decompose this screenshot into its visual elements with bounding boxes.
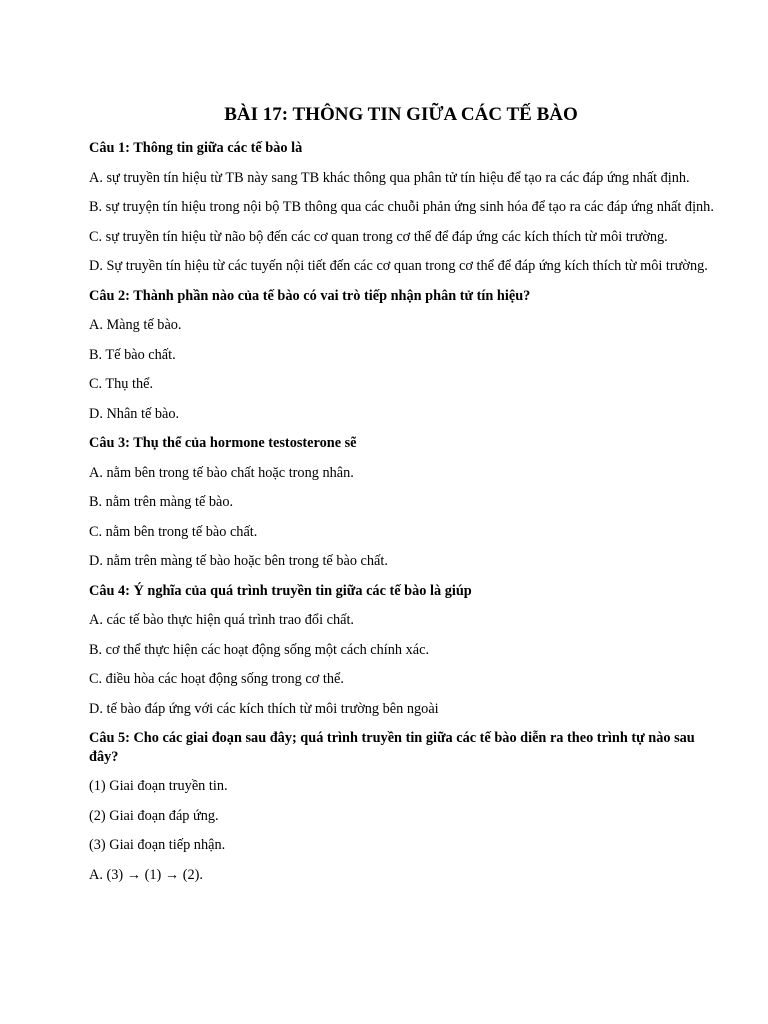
question-2: Câu 2: Thành phần nào của tế bào có vai trò tiếp nhận phân tử tín hiệu? <box>89 287 531 304</box>
question-4-option-a: A. các tế bào thực hiện quá trình trao đổi chất. <box>89 612 354 628</box>
question-3-option-d: D. nằm trên màng tế bào hoặc bên trong tế bào chất. <box>89 553 388 569</box>
question-2-option-d: D. Nhân tế bào. <box>89 405 180 422</box>
question-4-option-b: B. cơ thể thực hiện các hoạt động sống một cách chính xác. <box>89 641 430 658</box>
document-page <box>89 102 721 895</box>
question-3-option-a: A. nằm bên trong tế bào chất hoặc trong nhân. <box>89 464 354 481</box>
page-title: BÀI 17: THÔNG TIN GIỮA CÁC TẾ BÀO <box>224 104 578 125</box>
question-block-4 <box>89 582 721 719</box>
question-1-option-b: B. sự truyện tín hiệu trong nội bộ TB thông qua các chuỗi phản ứng sinh hóa để tạo ra các đáp ứng nhất định. <box>89 199 714 215</box>
question-5: Câu 5: Cho các giai đoạn sau đây; quá trình truyền tin giữa các tế bào diễn ra theo trình tự nào sau đây? <box>89 730 695 765</box>
question-4-option-d: D. tế bào đáp ứng với các kích thích từ môi trường bên ngoài <box>89 700 439 717</box>
question-3: Câu 3: Thụ thể của hormone testosterone sẽ <box>89 435 357 451</box>
question-5-stage-1: (1) Giai đoạn truyền tin. <box>89 778 228 794</box>
question-5-stage-3: (3) Giai đoạn tiếp nhận. <box>89 837 226 853</box>
question-1-option-d: D. Sự truyền tín hiệu từ các tuyến nội tiết đến các cơ quan trong cơ thể để đáp ứng kích thích từ môi trường. <box>89 258 708 274</box>
question-4-option-c: C. điều hòa các hoạt động sống trong cơ thể. <box>89 671 344 687</box>
question-1: Câu 1: Thông tin giữa các tế bào là <box>89 140 303 156</box>
question-3-option-c: C. nằm bên trong tế bào chất. <box>89 523 258 540</box>
question-1-option-c: C. sự truyền tín hiệu từ não bộ đến các cơ quan trong cơ thể để đáp ứng các kích thích từ môi trường. <box>89 228 668 245</box>
question-5-stage-2: (2) Giai đoạn đáp ứng. <box>89 807 219 824</box>
question-4: Câu 4: Ý nghĩa của quá trình truyền tin giữa các tế bào là giúp <box>89 582 472 599</box>
question-5-option-a: A. (3) → (1) → (2). <box>89 866 203 883</box>
question-2-option-c: C. Thụ thể. <box>89 376 154 392</box>
question-block-2 <box>89 287 721 424</box>
question-block-1 <box>89 139 721 276</box>
question-block-5 <box>89 729 721 884</box>
question-2-option-a: A. Màng tế bào. <box>89 317 182 333</box>
question-2-option-b: B. Tế bào chất. <box>89 346 176 363</box>
question-3-option-b: B. nằm trên màng tế bào. <box>89 494 234 510</box>
question-block-3 <box>89 434 721 571</box>
question-1-option-a: A. sự truyền tín hiệu từ TB này sang TB khác thông qua phân tử tín hiệu để tạo ra các đáp ứng nhất định. <box>89 169 690 186</box>
